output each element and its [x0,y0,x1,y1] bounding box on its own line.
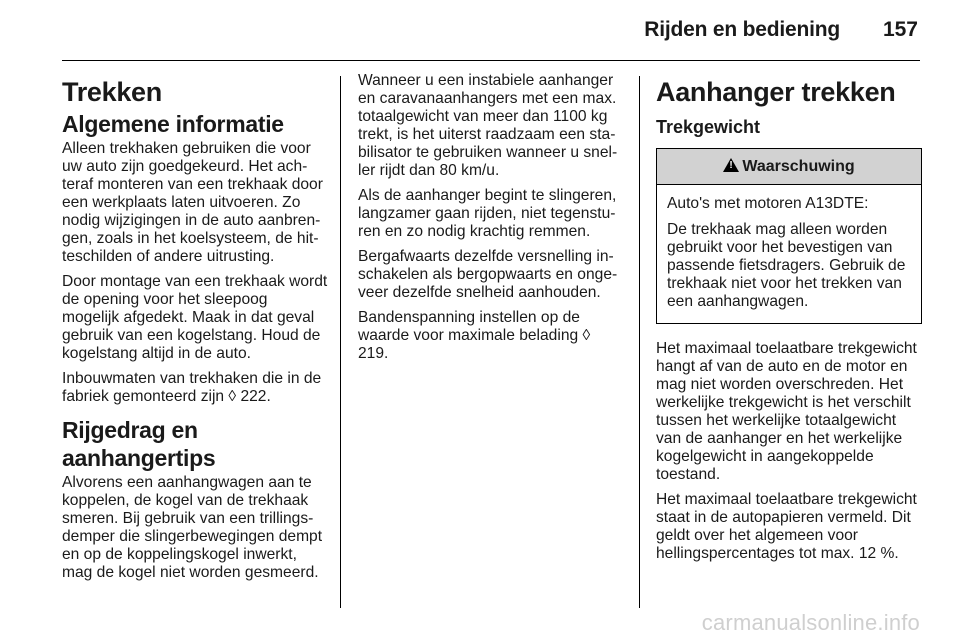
warning-title: Waarschuwing [742,158,855,175]
paragraph: Door montage van een trekhaak wordt de opening voor het sleepoog mogelijk afgedekt. Maak in dat geval gebruik van een kogelstang. Houd de kogelstang altijd in de auto. [62,273,328,362]
paragraph: Het maximaal toelaatbare trekgewicht hangt af van de auto en de motor en mag niet worden overschreden. Het werkelijke trekgewicht is het verschilt tussen het werkelijke totaalgewicht van de aanhanger en het werkelijke kogelgewicht in aangekoppelde toestand. [656,340,917,483]
section-heading-aanhanger-trekken: Aanhanger trekken [656,77,896,107]
paragraph: Bergafwaarts dezelfde versnelling inschakelen als bergopwaarts en ongeveer dezelfde snelheid aanhouden. [358,248,618,301]
running-header-title: Rijden en bediening [644,18,840,41]
warning-triangle-icon [723,158,739,172]
paragraph-reference: Bandenspanning instellen op de waarde voor maximale belading ◊ 219. [358,309,591,362]
paragraph: Het maximaal toelaatbare trekgewicht staat in de autopapieren vermeld. Dit geldt over het algemeen voor hellingspercentages tot max. 12 %. [656,491,917,562]
subheading-algemene-informatie: Algemene informatie [62,111,284,137]
warning-text: De trekhaak mag alleen worden gebruikt voor het bevestigen van passende fietsdragers. Gebruik de trekhaak niet voor het trekken van een aanhangwagen. [667,221,906,310]
paragraph-reference: Inbouwmaten van trekhaken die in de fabriek gemonteerd zijn ◊ 222. [62,370,322,405]
page-number: 157 [882,18,918,41]
column-divider-2 [639,76,640,608]
subheading-trekgewicht: Trekgewicht [656,117,761,137]
paragraph: Als de aanhanger begint te slingeren, langzamer gaan rijden, niet tegensturen en zo nodig krachtig remmen. [358,187,617,240]
warning-text: Auto's met motoren A13DTE: [667,195,869,212]
paragraph: Alleen trekhaken gebruiken die voor uw auto zijn goedgekeurd. Het achteraf monteren van een trekhaak door een werkplaats laten uitvoeren. Zo nodig wijzigingen in de auto aanbrengen, zoals in het koelsysteem, de hitteschilden of andere uitrusting. [62,140,323,265]
column-divider-1 [340,76,341,608]
column-1 [62,72,328,589]
subheading-rijgedrag: Rijgedrag en aanhangertips [62,417,216,471]
warning-body [657,185,921,323]
header-rule [62,60,920,61]
watermark: carmanualsonline.info [701,610,920,635]
column-2 [358,72,624,370]
column-3 [656,72,922,570]
warning-box [656,148,922,324]
paragraph: Alvorens een aanhangwagen aan te koppelen, de kogel van de trekhaak smeren. Bij gebruik van een trillingsdemper die slingerbewegingen dempt en op de koppelingskogel inwerkt, mag de kogel niet worden gesmeerd. [62,474,323,581]
warning-header [657,149,921,185]
paragraph: Wanneer u een instabiele aanhanger en caravanaanhangers met een max. totaalgewicht van meer dan 1100 kg trekt, is het uiterst raadzaam een stabilisator te gebruiken wanneer u sneller rijdt dan 80 km/u. [358,72,618,179]
section-heading-trekken: Trekken [62,77,162,107]
